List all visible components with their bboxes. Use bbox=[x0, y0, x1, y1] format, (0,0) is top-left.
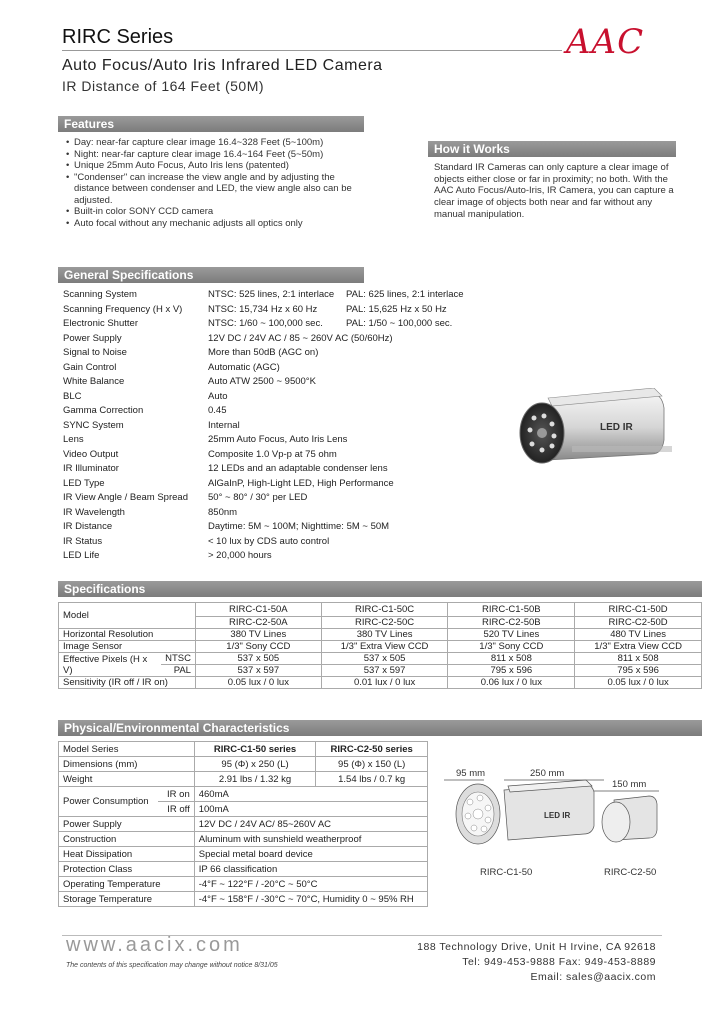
spec-value: More than 50dB (AGC on) bbox=[208, 347, 319, 358]
spec-row bbox=[63, 477, 488, 492]
specifications-heading: Specifications bbox=[58, 581, 702, 597]
spec-row bbox=[63, 404, 488, 419]
table-cell: 2.91 lbs / 1.32 kg bbox=[194, 772, 316, 787]
spec-label: IR Status bbox=[63, 535, 103, 547]
feature-item: • "Condenser" can increase the view angle and by adjusting the distance between condenser and LED, the view angle also can be adjusted. bbox=[66, 172, 366, 207]
model-label: Model bbox=[59, 603, 196, 629]
table-cell: 795 x 596 bbox=[575, 665, 702, 677]
spec-value: 850nm bbox=[208, 506, 238, 518]
table-row bbox=[59, 832, 428, 847]
table-cell: 1/3" Sony CCD bbox=[195, 641, 321, 653]
table-cell: 811 x 508 bbox=[448, 653, 575, 665]
website-link[interactable]: www.aacix.com bbox=[66, 934, 243, 956]
spec-label: LED Type bbox=[63, 477, 105, 489]
drawing-led-ir-text: LED IR bbox=[544, 811, 571, 820]
table-row bbox=[59, 862, 428, 877]
general-specs-list bbox=[63, 288, 488, 564]
feature-item: • Day: near-far capture clear image 16.4~328 Feet (5~100m) bbox=[66, 137, 366, 149]
spec-value: 12V DC / 24V AC / 85 ~ 260V AC (50/60Hz) bbox=[208, 332, 393, 344]
table-row bbox=[59, 817, 428, 832]
row-label: Effective Pixels (H x V) bbox=[59, 653, 162, 677]
row-label: Power Consumption bbox=[59, 787, 159, 817]
table-cell: 537 x 597 bbox=[321, 665, 448, 677]
row-label: Image Sensor bbox=[59, 641, 196, 653]
row-label: Storage Temperature bbox=[59, 892, 195, 907]
table-cell: 811 x 508 bbox=[575, 653, 702, 665]
pal-label: PAL bbox=[161, 665, 195, 677]
series-title: RIRC Series bbox=[62, 26, 174, 48]
table-cell: 0.05 lux / 0 lux bbox=[575, 677, 702, 689]
table-cell: 460mA bbox=[194, 787, 427, 802]
spec-row bbox=[63, 303, 488, 318]
spec-row bbox=[63, 491, 488, 506]
physical-table bbox=[58, 741, 428, 907]
table-cell: 95 (Φ) x 150 (L) bbox=[316, 757, 428, 772]
change-notice: The contents of this specification may change without notice 8/31/05 bbox=[66, 962, 278, 969]
feature-item: • Built-in color SONY CCD camera bbox=[66, 206, 366, 218]
spec-label: Video Output bbox=[63, 448, 119, 460]
c2-drawing-label: RIRC-C2-50 bbox=[604, 867, 657, 878]
table-cell: 0.06 lux / 0 lux bbox=[448, 677, 575, 689]
spec-label: Lens bbox=[63, 434, 84, 445]
spec-label: Power Supply bbox=[63, 332, 122, 344]
ir-distance-subtitle: IR Distance of 164 Feet (50M) bbox=[62, 78, 265, 94]
spec-value: AlGaInP, High-Light LED, High Performance bbox=[208, 477, 394, 489]
table-cell: 537 x 597 bbox=[195, 665, 321, 677]
spec-row bbox=[63, 346, 488, 361]
row-label: Weight bbox=[59, 772, 195, 787]
spec-value: 0.45 bbox=[208, 405, 227, 416]
row-label: Construction bbox=[59, 832, 195, 847]
table-row bbox=[59, 787, 428, 802]
model-cell: RIRC-C2-50C bbox=[321, 617, 448, 629]
table-row bbox=[59, 742, 428, 757]
title-divider bbox=[62, 50, 562, 51]
model-cell: RIRC-C2-50D bbox=[575, 617, 702, 629]
spec-label: LED Life bbox=[63, 550, 100, 561]
spec-value-alt: PAL: 15,625 Hz x 50 Hz bbox=[346, 303, 447, 315]
model-cell: RIRC-C1-50A bbox=[195, 603, 321, 617]
camera-illustration bbox=[512, 388, 672, 488]
spec-row bbox=[63, 549, 488, 564]
model-cell: RIRC-C1-50C bbox=[321, 603, 448, 617]
table-cell: IP 66 classification bbox=[194, 862, 427, 877]
spec-value: 12 LEDs and an adaptable condenser lens bbox=[208, 463, 388, 474]
row-label: Horizontal Resolution bbox=[59, 629, 196, 641]
spec-row bbox=[63, 520, 488, 535]
spec-value: Automatic (AGC) bbox=[208, 361, 280, 373]
spec-label: White Balance bbox=[63, 376, 125, 387]
table-cell: 1/3" Extra View CCD bbox=[321, 641, 448, 653]
feature-item: • Night: near-far capture clear image 16.4~164 Feet (5~50m) bbox=[66, 149, 366, 161]
table-cell: 795 x 596 bbox=[448, 665, 575, 677]
table-row bbox=[59, 772, 428, 787]
table-cell: 95 (Φ) x 250 (L) bbox=[194, 757, 316, 772]
how-it-works-heading: How it Works bbox=[428, 141, 676, 157]
phone-fax: Tel: 949-453-9888 Fax: 949-453-8889 bbox=[462, 956, 656, 968]
spec-row bbox=[63, 535, 488, 550]
table-cell: 520 TV Lines bbox=[448, 629, 575, 641]
table-cell: Aluminum with sunshield weatherproof bbox=[194, 832, 427, 847]
model-cell: RIRC-C1-50B bbox=[448, 603, 575, 617]
spec-value: Auto ATW 2500 ~ 9500°K bbox=[208, 376, 316, 387]
c1-drawing-label: RIRC-C1-50 bbox=[480, 867, 533, 878]
model-cell: RIRC-C1-50D bbox=[575, 603, 702, 617]
row-label: Dimensions (mm) bbox=[59, 757, 195, 772]
table-row bbox=[59, 877, 428, 892]
series-header: RIRC-C1-50 series bbox=[194, 742, 316, 757]
spec-label: Scanning Frequency (H x V) bbox=[63, 303, 183, 315]
spec-label: BLC bbox=[63, 390, 82, 402]
table-cell: 1.54 lbs / 0.7 kg bbox=[316, 772, 428, 787]
row-label: Operating Temperature bbox=[59, 877, 195, 892]
camera-led-ir-text: LED IR bbox=[600, 422, 633, 433]
dim-250-label: 250 mm bbox=[530, 768, 565, 779]
spec-value: 50° ~ 80° / 30° per LED bbox=[208, 492, 308, 503]
spec-value: Composite 1.0 Vp-p at 75 ohm bbox=[208, 448, 337, 460]
dimension-drawing bbox=[444, 766, 674, 866]
spec-value: < 10 lux by CDS auto control bbox=[208, 535, 330, 547]
features-list bbox=[66, 137, 366, 229]
table-cell: 1/3" Extra View CCD bbox=[575, 641, 702, 653]
spec-row bbox=[63, 361, 488, 376]
spec-row bbox=[63, 433, 488, 448]
table-cell: Special metal board device bbox=[194, 847, 427, 862]
spec-label: Gamma Correction bbox=[63, 405, 144, 416]
table-row bbox=[59, 629, 702, 641]
ntsc-label: NTSC bbox=[161, 653, 195, 665]
table-row bbox=[59, 603, 702, 617]
table-cell: 480 TV Lines bbox=[575, 629, 702, 641]
spec-value: NTSC: 1/60 ~ 100,000 sec. bbox=[208, 318, 323, 329]
spec-value: NTSC: 525 lines, 2:1 interlace bbox=[208, 289, 335, 300]
table-row bbox=[59, 847, 428, 862]
table-cell: 1/3" Sony CCD bbox=[448, 641, 575, 653]
feature-item: • Auto focal without any mechanic adjusts all optics only bbox=[66, 218, 366, 230]
spec-label: IR Wavelength bbox=[63, 506, 125, 518]
spec-label: Scanning System bbox=[63, 289, 137, 300]
row-label: Power Supply bbox=[59, 817, 195, 832]
table-row bbox=[59, 677, 702, 689]
spec-label: IR View Angle / Beam Spread bbox=[63, 492, 188, 503]
table-cell: 537 x 505 bbox=[321, 653, 448, 665]
ir-on-label: IR on bbox=[158, 787, 194, 802]
spec-value: Daytime: 5M ~ 100M; Nighttime: 5M ~ 50M bbox=[208, 521, 390, 532]
spec-label: IR Illuminator bbox=[63, 463, 119, 474]
table-cell: -4°F ~ 122°F / -20°C ~ 50°C bbox=[194, 877, 427, 892]
spec-value-alt: PAL: 1/50 ~ 100,000 sec. bbox=[346, 318, 453, 329]
product-subtitle: Auto Focus/Auto Iris Infrared LED Camera bbox=[62, 57, 383, 74]
dim-95-label: 95 mm bbox=[456, 768, 486, 779]
row-label: Model Series bbox=[59, 742, 195, 757]
general-specs-heading: General Specifications bbox=[58, 267, 364, 283]
table-cell: -4°F ~ 158°F / -30°C ~ 70°C, Humidity 0 ~ 95% RH bbox=[194, 892, 427, 907]
spec-value: Auto bbox=[208, 390, 228, 402]
model-cell: RIRC-C2-50B bbox=[448, 617, 575, 629]
dim-150-label: 150 mm bbox=[612, 779, 647, 790]
spec-label: IR Distance bbox=[63, 521, 113, 532]
physical-heading: Physical/Environmental Characteristics bbox=[58, 720, 702, 736]
aac-logo: AAC bbox=[566, 22, 645, 62]
spec-row bbox=[63, 375, 488, 390]
table-cell: 12V DC / 24V AC/ 85~260V AC bbox=[194, 817, 427, 832]
table-row bbox=[59, 641, 702, 653]
row-label: Heat Dissipation bbox=[59, 847, 195, 862]
table-cell: 100mA bbox=[194, 802, 427, 817]
table-cell: 380 TV Lines bbox=[321, 629, 448, 641]
feature-item: • Unique 25mm Auto Focus, Auto Iris lens (patented) bbox=[66, 160, 366, 172]
spec-value: > 20,000 hours bbox=[208, 550, 272, 561]
spec-row bbox=[63, 390, 488, 405]
spec-row bbox=[63, 462, 488, 477]
features-heading: Features bbox=[58, 116, 364, 132]
spec-row bbox=[63, 506, 488, 521]
model-cell: RIRC-C2-50A bbox=[195, 617, 321, 629]
spec-label: SYNC System bbox=[63, 419, 124, 431]
ir-off-label: IR off bbox=[158, 802, 194, 817]
spec-value: Internal bbox=[208, 419, 240, 431]
spec-label: Electronic Shutter bbox=[63, 318, 138, 329]
table-row bbox=[59, 757, 428, 772]
spec-value: NTSC: 15,734 Hz x 60 Hz bbox=[208, 303, 318, 315]
address: 188 Technology Drive, Unit H Irvine, CA 92618 bbox=[417, 941, 656, 953]
table-cell: 380 TV Lines bbox=[195, 629, 321, 641]
email[interactable]: Email: sales@aacix.com bbox=[530, 971, 656, 983]
table-cell: 537 x 505 bbox=[195, 653, 321, 665]
spec-row bbox=[63, 288, 488, 303]
series-header: RIRC-C2-50 series bbox=[316, 742, 428, 757]
table-row bbox=[59, 653, 702, 665]
spec-row bbox=[63, 448, 488, 463]
spec-value-alt: PAL: 625 lines, 2:1 interlace bbox=[346, 289, 464, 300]
row-label: Sensitivity (IR off / IR on) bbox=[59, 677, 196, 689]
spec-row bbox=[63, 317, 488, 332]
spec-row bbox=[63, 332, 488, 347]
contact-block bbox=[417, 940, 656, 985]
table-cell: 0.01 lux / 0 lux bbox=[321, 677, 448, 689]
how-it-works-text: Standard IR Cameras can only capture a clear image of objects either close or far in proximity; no both. With the AAC Auto Focus/Auto-Iris, IR Camera, you can capture a clear image of objects both near and far without any manual manipulation. bbox=[434, 162, 674, 220]
spec-label: Signal to Noise bbox=[63, 347, 127, 358]
table-cell: 0.05 lux / 0 lux bbox=[195, 677, 321, 689]
spec-value: 25mm Auto Focus, Auto Iris Lens bbox=[208, 434, 348, 445]
spec-label: Gain Control bbox=[63, 361, 117, 373]
row-label: Protection Class bbox=[59, 862, 195, 877]
spec-row bbox=[63, 419, 488, 434]
table-row bbox=[59, 892, 428, 907]
specifications-table bbox=[58, 602, 702, 689]
